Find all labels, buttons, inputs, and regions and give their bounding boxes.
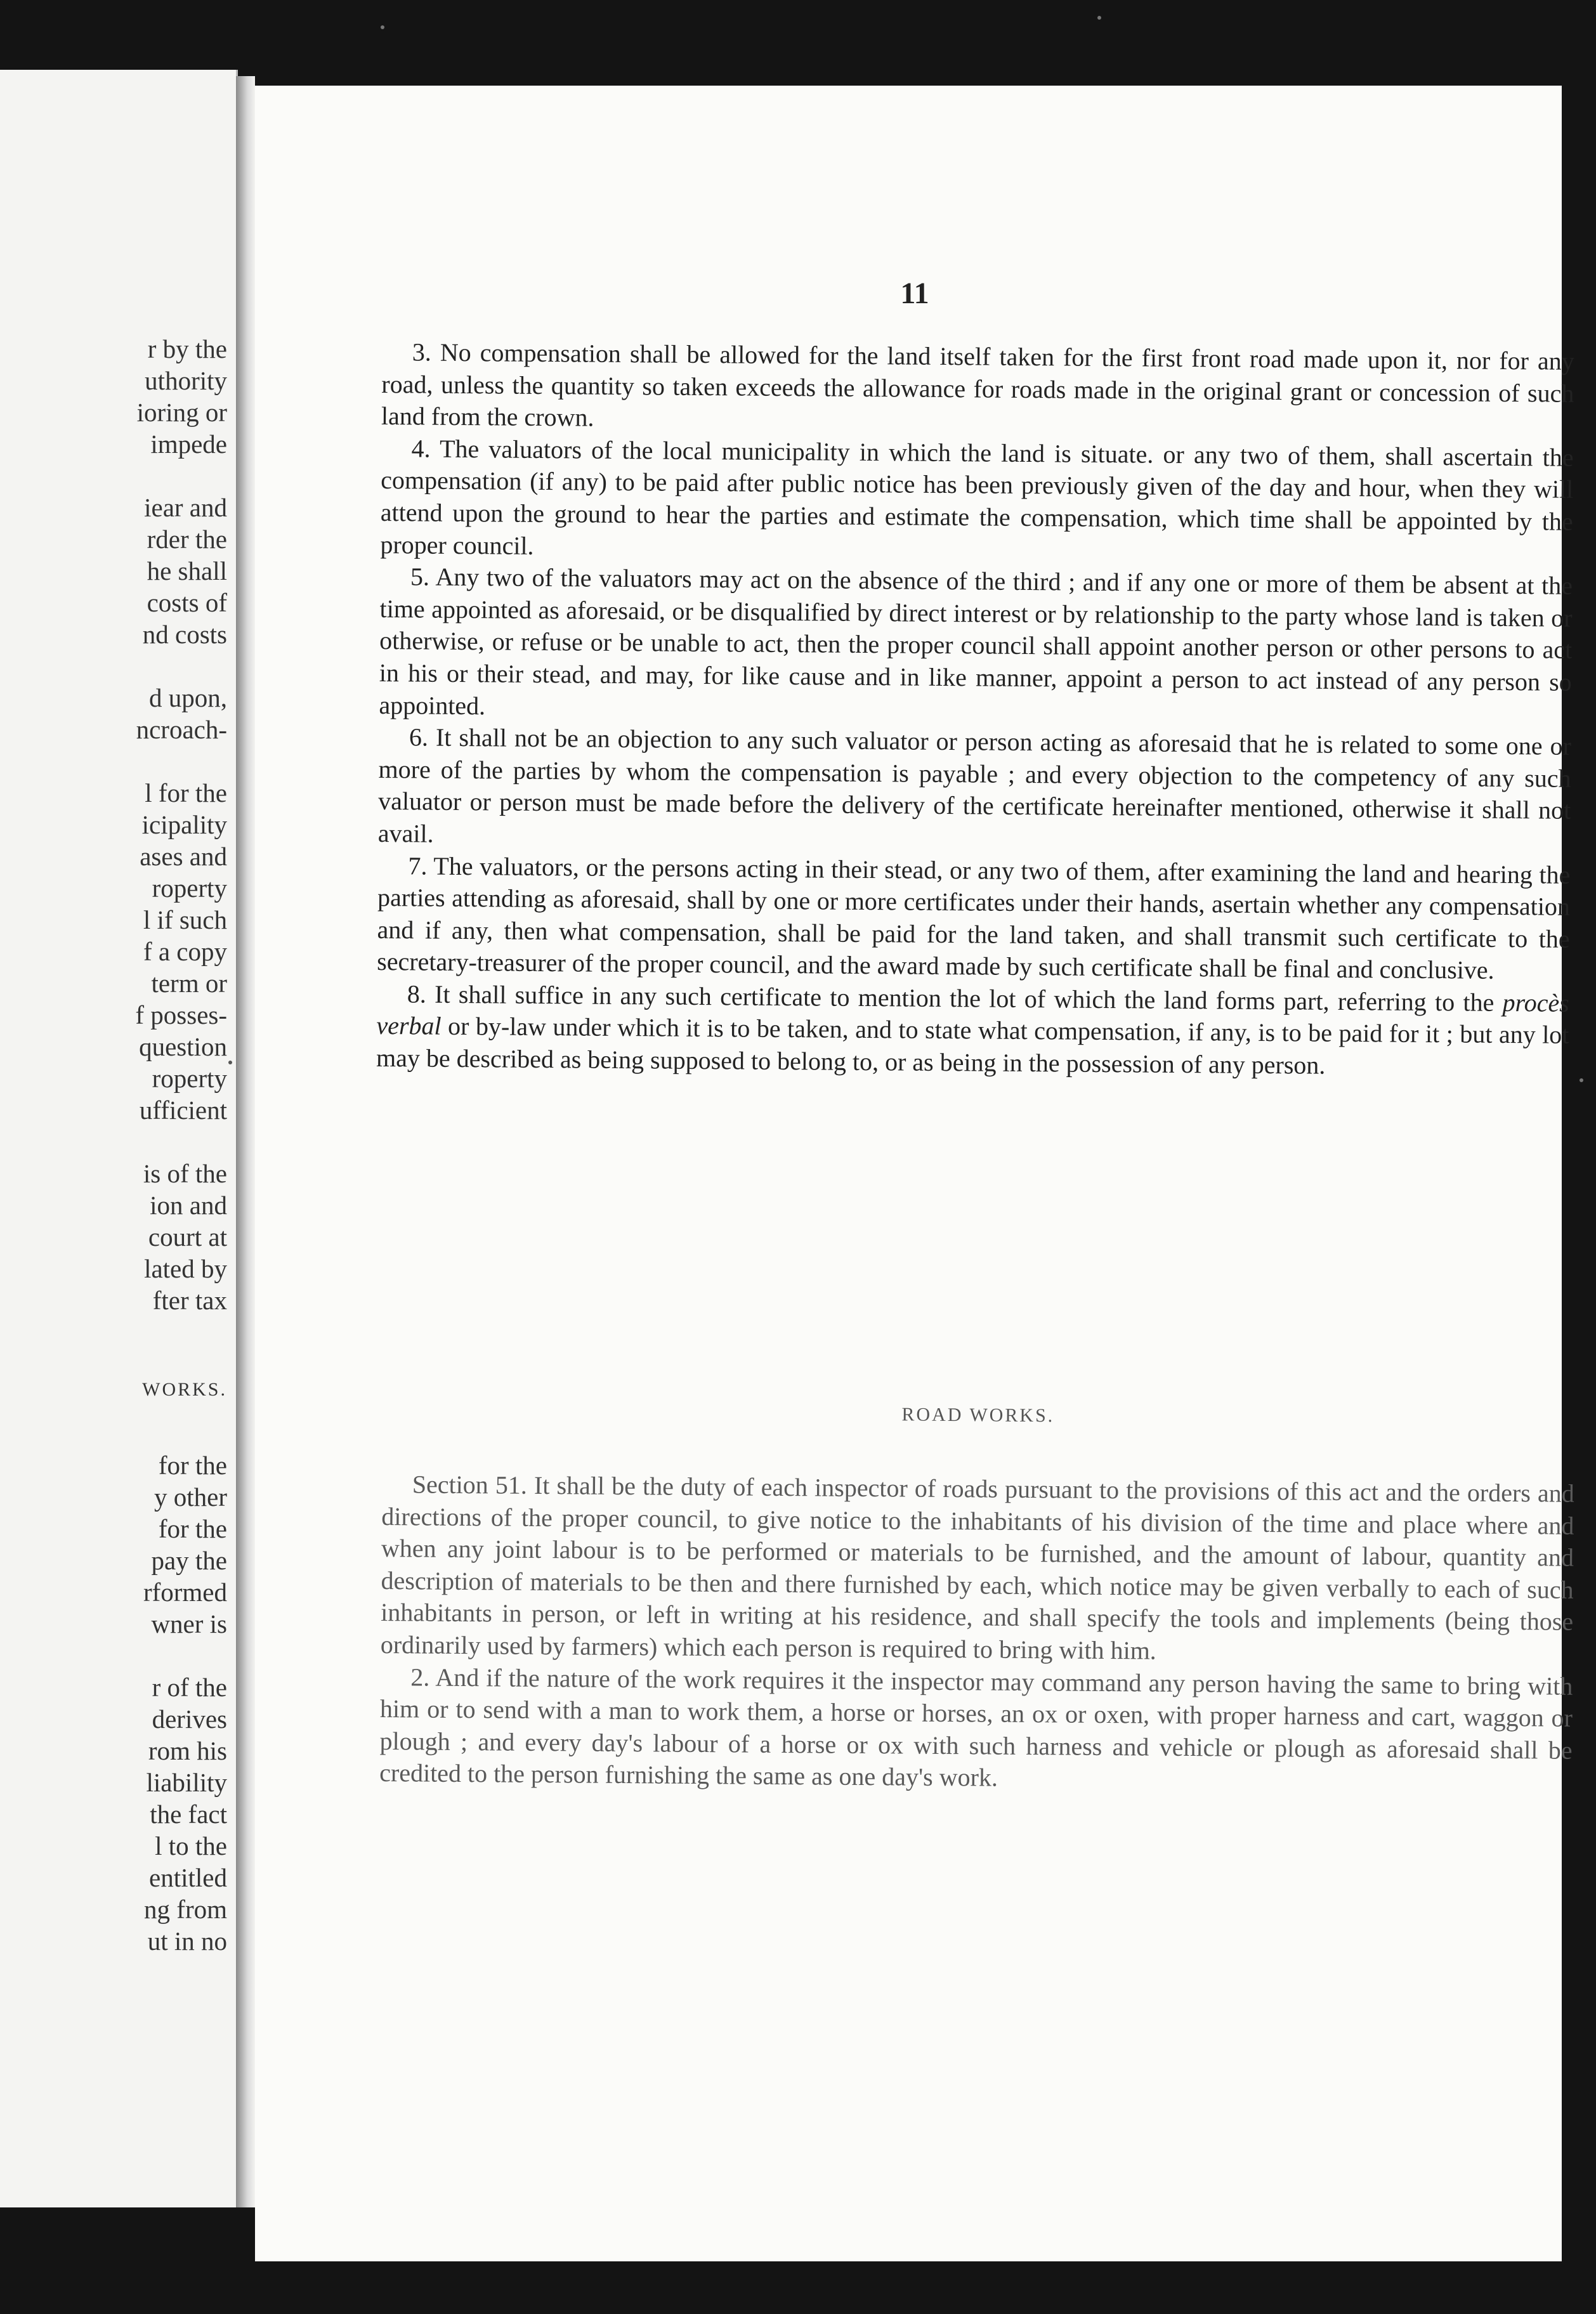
section-text-top bbox=[376, 336, 1574, 1083]
previous-page-line: ion and bbox=[150, 1191, 227, 1220]
previous-page-line: impede bbox=[150, 429, 227, 459]
previous-page-line: ioring or bbox=[136, 398, 227, 427]
previous-page-line: icipality bbox=[141, 810, 227, 839]
previous-page-line: l if such bbox=[143, 905, 227, 934]
paragraph-8-italic: procès verbal bbox=[376, 988, 1569, 1041]
previous-page-line: roperty bbox=[152, 873, 227, 903]
previous-page-line: the fact bbox=[150, 1800, 227, 1829]
previous-page-line: for the bbox=[158, 1451, 227, 1480]
previous-page-line: pay the bbox=[151, 1546, 227, 1575]
dust-speck bbox=[1580, 1078, 1583, 1082]
previous-page-line: f a copy bbox=[143, 937, 227, 966]
paragraph-8-end: or by-law under which it is to be taken, and to state what compensation, if any, is to be paid for it ; but any lot may be described as being supposed to belong to, or as being in the possession of any person. bbox=[376, 1012, 1569, 1080]
previous-page-line: lated by bbox=[144, 1254, 227, 1283]
paragraph-5: 5. Any two of the valuators may act on the absence of the third ; and if any one or more of them be absent at the time appointed as aforesaid, or be disqualified by direct interest or by relationship to the party whose land is taken or otherwise, or refuse or be unable to act, then the proper council shall appoint another person or other persons to act in his or their stead, and may, for like cause and in like manner, appoint a person to act instead of any person so appointed. bbox=[379, 562, 1573, 720]
previous-page-line: rder the bbox=[147, 525, 227, 554]
previous-page-line: rom his bbox=[148, 1736, 227, 1765]
section-text-bottom bbox=[379, 1468, 1574, 1799]
paragraph-6: 6. It shall not be an objection to any such valuator or person acting as aforesaid that he is related to some one or more of the parties by whom the compensation is payable ; and every objection to the competency of any such valuator or person must be made before the delivery of the certificate hereinafter mentioned, otherwise it shall not avail. bbox=[377, 722, 1572, 848]
previous-page-line: term or bbox=[151, 969, 227, 998]
previous-page-line: uthority bbox=[145, 366, 227, 395]
previous-page-line: is of the bbox=[143, 1159, 227, 1188]
previous-page-line: costs of bbox=[147, 588, 227, 617]
previous-page-line: iear and bbox=[144, 493, 227, 522]
previous-page-line: fter tax bbox=[152, 1286, 227, 1315]
previous-page-line: y other bbox=[154, 1482, 227, 1512]
paragraph-8-start: 8. It shall suffice in any such certificate to mention the lot of which the land forms part, referring to the bbox=[407, 979, 1503, 1017]
section-heading: ROAD WORKS. bbox=[901, 1404, 1055, 1427]
previous-page-line: derives bbox=[152, 1704, 227, 1734]
previous-page-line: ases and bbox=[140, 842, 227, 871]
paragraph-3: 3. No compensation shall be allowed for the land itself taken for the first front road made upon it, nor for any road, unless the quantity so taken exceeds the allowance for roads made in the original grant or concession of such land from the crown. bbox=[381, 337, 1574, 432]
previous-page-line: ng from bbox=[144, 1895, 227, 1924]
previous-page-line: l to the bbox=[155, 1831, 227, 1860]
previous-page-line: r of the bbox=[152, 1673, 227, 1702]
previous-page-line: roperty bbox=[152, 1064, 227, 1093]
previous-page-line: ncroach- bbox=[136, 715, 227, 744]
previous-page-line: nd costs bbox=[142, 620, 227, 649]
page bbox=[255, 86, 1574, 2261]
dust-speck bbox=[381, 25, 384, 29]
previous-page-line: court at bbox=[148, 1222, 227, 1252]
book-gutter bbox=[236, 76, 255, 2207]
previous-page-line: ut in no bbox=[147, 1926, 227, 1956]
paragraph-section-51: Section 51. It shall be the duty of each inspector of roads pursuant to the provisions of this act and the orders and directions of the proper council, to give notice to the inhabitants of his division of the time and place where and when any joint labour is to be performed or materials to be furnished, and the amount of labour, quantity and description of materials to be then and there furnished by each, which notice may be given verbally to each of such inhabitants in person, or left in writing at his residence, and shall specify the tools and implements (being those ordinarily used by farmers) which each person is required to bring with him. bbox=[380, 1470, 1574, 1665]
dust-speck bbox=[1097, 16, 1101, 20]
previous-page-line: d upon, bbox=[149, 683, 227, 712]
paragraph-7: 7. The valuators, or the persons acting in their stead, or any two of them, after examining the land and hearing the parties attending as aforesaid, shall by one or more certificates under their hands, asertain whether any compensation and if any, then what compensation, shall be paid for the land taken, and shall transmit such certificate to the secretary-treasurer of the proper council, and the award made by such certificate shall be final and conclusive. bbox=[377, 851, 1571, 985]
page-number: 11 bbox=[900, 277, 929, 310]
previous-page-line: for the bbox=[158, 1514, 227, 1543]
previous-page-line: question bbox=[139, 1032, 227, 1061]
previous-page-line: WORKS. bbox=[142, 1379, 227, 1400]
previous-page-line: rformed bbox=[143, 1578, 227, 1607]
previous-page-line: f posses- bbox=[135, 1000, 227, 1030]
previous-page-line: he shall bbox=[147, 556, 227, 585]
previous-page-line: ufficient bbox=[139, 1095, 227, 1125]
previous-page-line: l for the bbox=[145, 778, 227, 807]
previous-page-line: r by the bbox=[147, 334, 227, 363]
paragraph-51-2: 2. And if the nature of the work requires it the inspector may command any person having the same to bring with him or to send with a man to work them, a horse or horses, an ox or oxen, with proper harness and cart, waggon or plough ; and every day's labour of a horse or ox with such harness and vehicle or plough as aforesaid shall be credited to the person furnishing the same as one day's work. bbox=[379, 1662, 1573, 1792]
previous-page-line: liability bbox=[146, 1768, 227, 1797]
dust-speck bbox=[228, 1061, 232, 1064]
paragraph-8 bbox=[376, 978, 1569, 1084]
paragraph-4: 4. The valuators of the local municipality in which the land is situate. or any two of them, shall ascertain the compensation (if any) to be paid after public notice has been previously given of the day and hour, when they will attend upon the ground to hear the parties and estimate the compensation, which time shall be appointed by the proper council. bbox=[380, 434, 1574, 560]
previous-page-edge bbox=[0, 70, 238, 2207]
previous-page-line: wner is bbox=[151, 1609, 227, 1638]
previous-page-line: entitled bbox=[149, 1863, 227, 1892]
